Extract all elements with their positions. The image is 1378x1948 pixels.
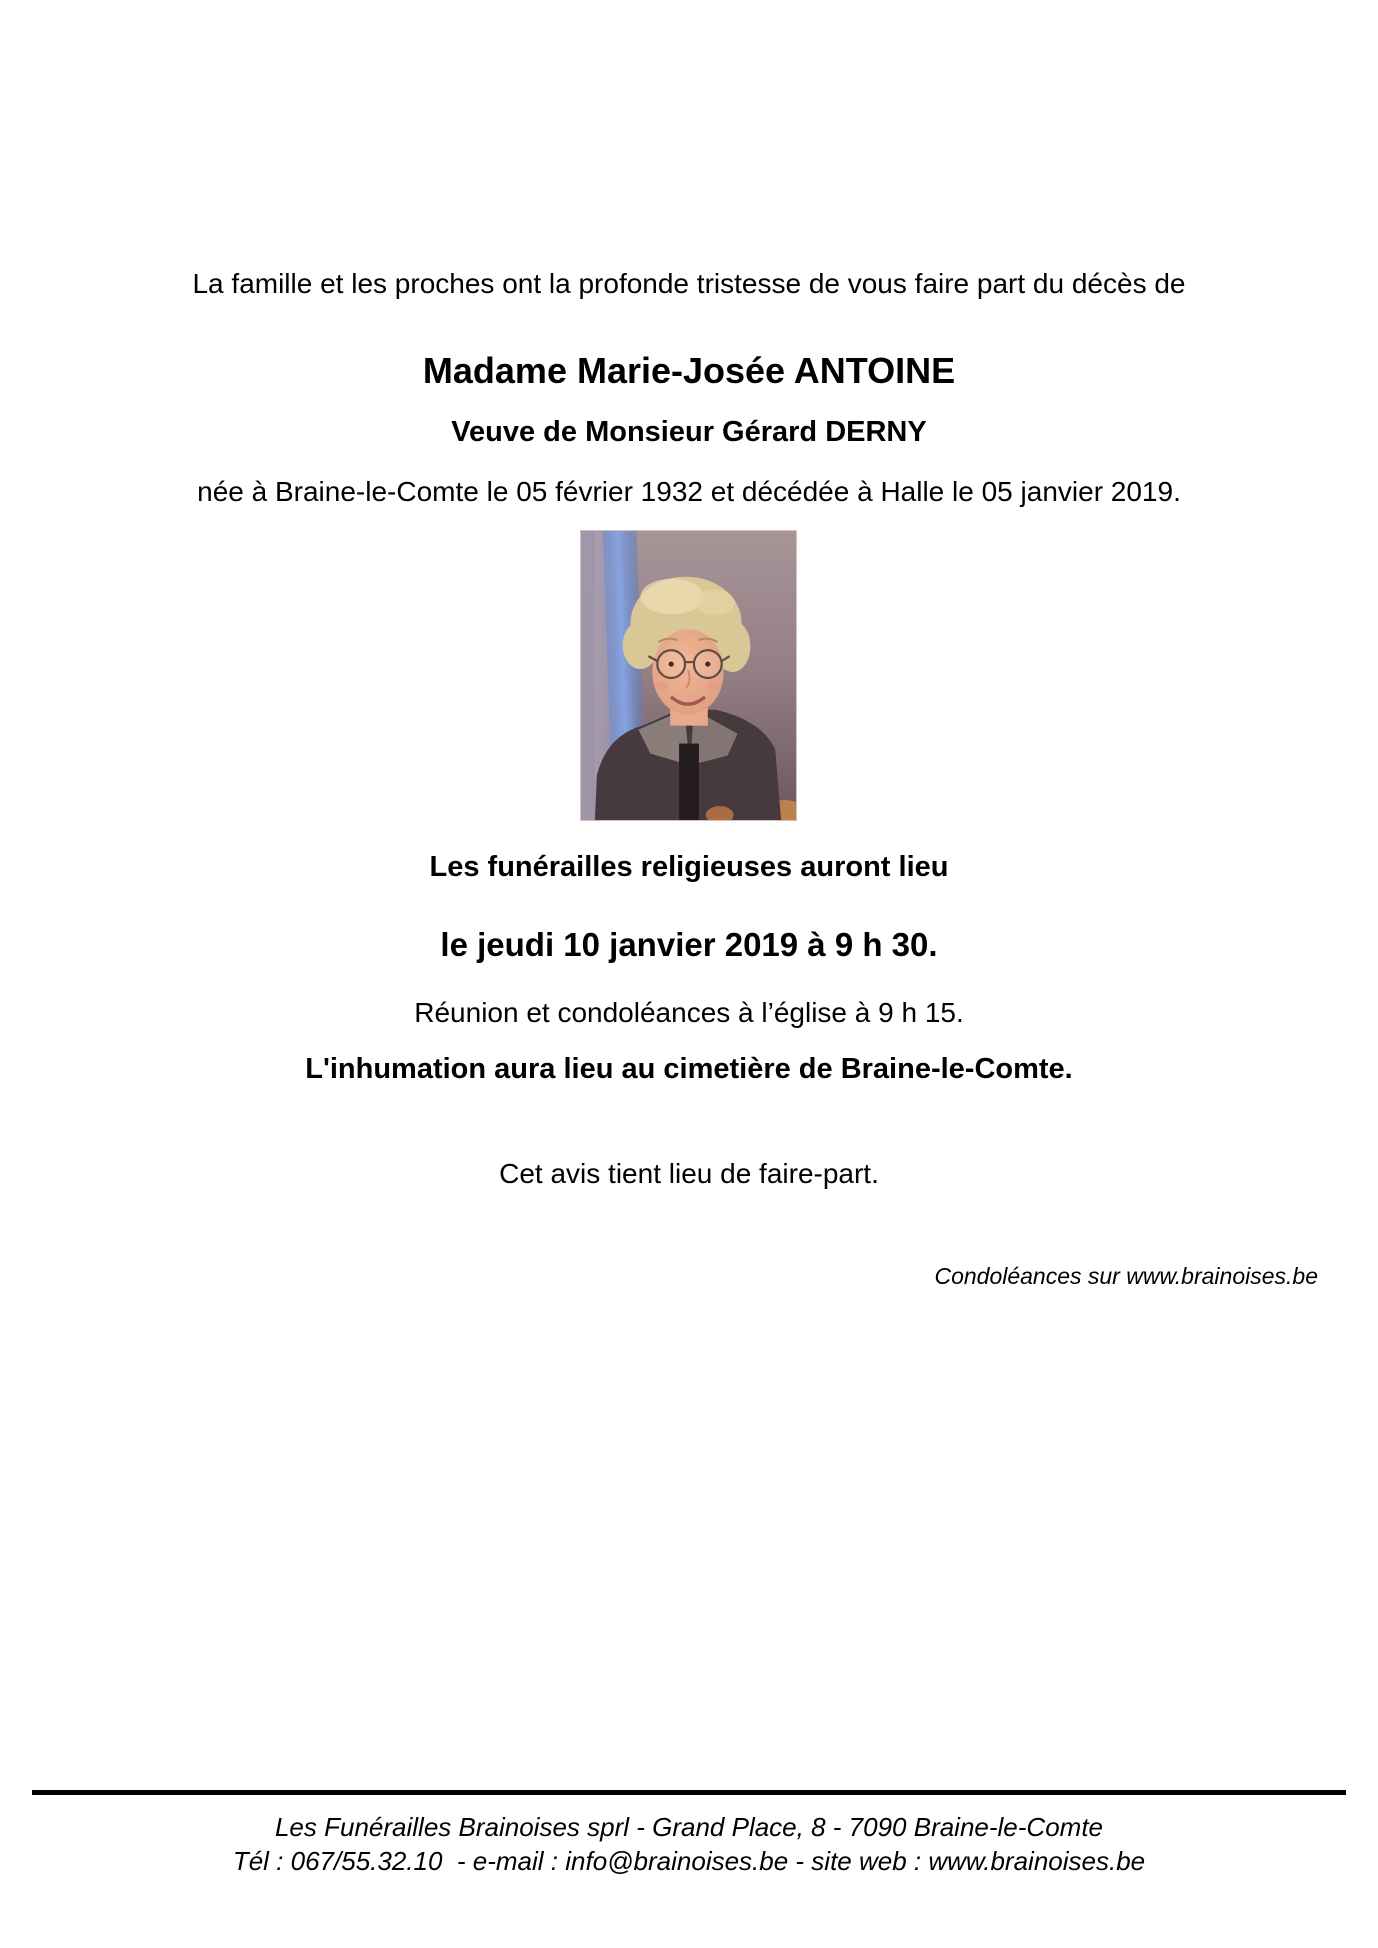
birth-death-line: née à Braine-le-Comte le 05 février 1932 et décédée à Halle le 05 janvier 2019. [197, 476, 1181, 507]
condolences-line: Condoléances sur www.brainoises.be [934, 1263, 1318, 1289]
footer-contact-line: Tél : 067/55.32.10 - e-mail : info@brainoises.be - site web : www.brainoises.be [232, 1846, 1146, 1876]
eye-left [669, 661, 674, 666]
funeral-datetime-line: le jeudi 10 janvier 2019 à 9 h 30. [440, 926, 938, 963]
eye-right [705, 661, 710, 666]
portrait-illustration [581, 531, 796, 820]
deceased-name: Madame Marie-Josée ANTOINE [422, 350, 956, 391]
portrait-photo [580, 530, 797, 821]
gathering-line: Réunion et condoléances à l’église à 9 h 15. [414, 997, 964, 1028]
notice-line: Cet avis tient lieu de faire-part. [499, 1158, 879, 1189]
funeral-intro-line: Les funérailles religieuses auront lieu [429, 851, 949, 883]
burial-line: L'inhumation aura lieu au cimetière de Braine-le-Comte. [305, 1053, 1073, 1085]
deceased-relation: Veuve de Monsieur Gérard DERNY [451, 416, 927, 448]
zipper [679, 744, 699, 820]
intro-text: La famille et les proches ont la profonde tristesse de vous faire part du décès de [192, 268, 1186, 299]
footer-divider [32, 1790, 1346, 1795]
footer-company-line: Les Funérailles Brainoises sprl - Grand Place, 8 - 7090 Braine-le-Comte [274, 1812, 1104, 1842]
